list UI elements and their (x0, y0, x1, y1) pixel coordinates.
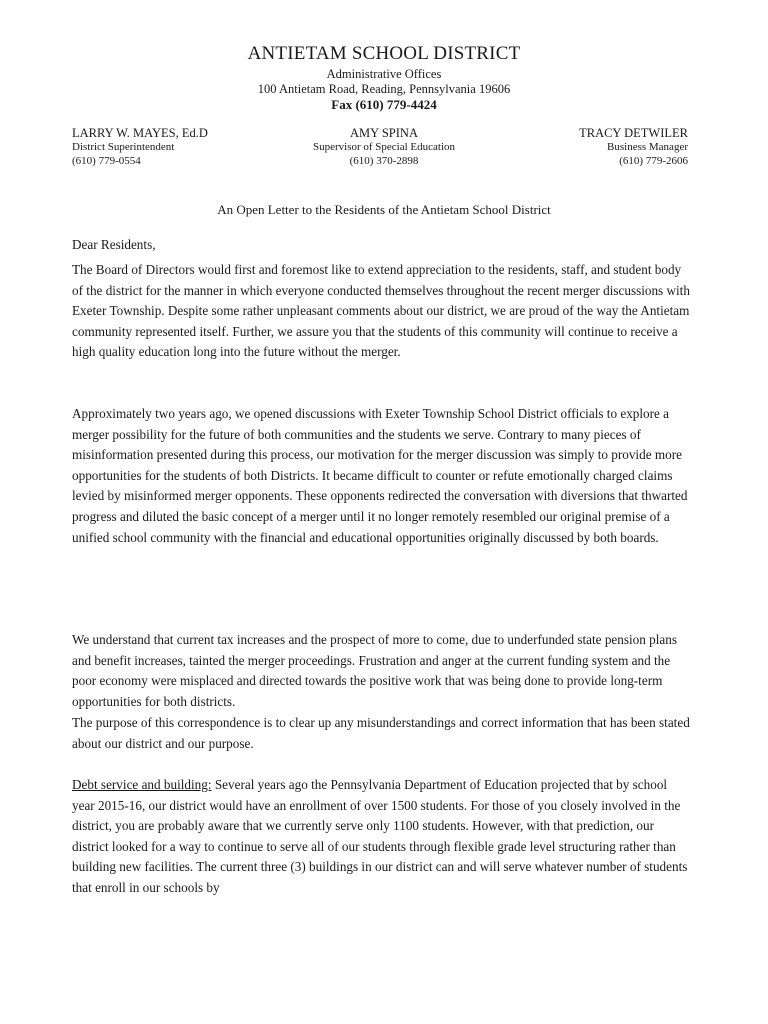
fax-number: Fax (610) 779-4424 (331, 97, 437, 112)
office-label: Administrative Offices (326, 67, 442, 81)
official-phone: (610) 779-2606 (619, 155, 688, 167)
paragraph-debt-service (72, 775, 692, 899)
paragraph-purpose: The purpose of this correspondence is to clear up any misunderstandings and correct information that has been stated about our district and our purpose. (72, 715, 690, 751)
paragraph-tax-increases: We understand that current tax increases and the prospect of more to come, due to underfunded state pension plans and benefit increases, tainted the merger proceedings. Frustration and anger at the current funding system and the poor economy were misplaced and directed towards the positive work that was being done to provide long-term opportunities for both districts. (72, 632, 677, 709)
district-name: ANTIETAM SCHOOL DISTRICT (247, 43, 521, 64)
official-name: LARRY W. MAYES, Ed.D (72, 126, 208, 140)
official-name: TRACY DETWILER (579, 126, 688, 140)
official-name: AMY SPINA (350, 126, 418, 140)
official-title: District Superintendent (72, 141, 175, 153)
official-phone: (610) 370-2898 (349, 155, 419, 167)
letter-salutation: Dear Residents, (72, 237, 156, 252)
official-business-manager (579, 126, 688, 168)
debt-service-text: Several years ago the Pennsylvania Department of Education projected that by school year 2015-16, our district would have an enrollment of over 1500 students. For those of you closely involved in the district, you are probably aware that we currently serve only 1100 students. However, with that prediction, our district looked for a way to continue to serve all of our students through flexible grade level structuring rather than building new facilities. The current three (3) buildings in our district can and will serve whatever number of students that enroll in our schools by (72, 777, 688, 895)
letter-subject: An Open Letter to the Residents of the Antietam School District (217, 202, 551, 217)
district-address: 100 Antietam Road, Reading, Pennsylvania 19606 (257, 82, 511, 96)
paragraph-merger-history: Approximately two years ago, we opened discussions with Exeter Township School District officials to explore a merger possibility for the future of both communities and the students we serve. Contrary to many pieces of misinformation presented during this process, our motivation for the merger discussion was simply to provide more opportunities for the students of both Districts. It became difficult to counter or refute emotionally charged claims levied by misinformed merger opponents. These opponents redirected the conversation with diversions that thwarted progress and diluted the basic concept of a merger until it no longer remotely resembled our original premise of a unified school community with the financial and educational opportunities originally discussed by both boards. (72, 406, 688, 545)
official-phone: (610) 779-0554 (72, 155, 141, 167)
official-title: Supervisor of Special Education (312, 141, 456, 153)
official-title: Business Manager (607, 141, 688, 153)
debt-service-heading: Debt service and building: (72, 777, 212, 792)
paragraph-appreciation: The Board of Directors would first and foremost like to extend appreciation to the residents, staff, and student body of the district for the manner in which everyone conducted themselves throughout the recent merger discussions with Exeter Township. Despite some rather unpleasant comments about our district, we are proud of the way the Antietam community represented itself. Further, we assure you that the students of this community will continue to receive a high quality education long into the future without the merger. (72, 262, 690, 360)
